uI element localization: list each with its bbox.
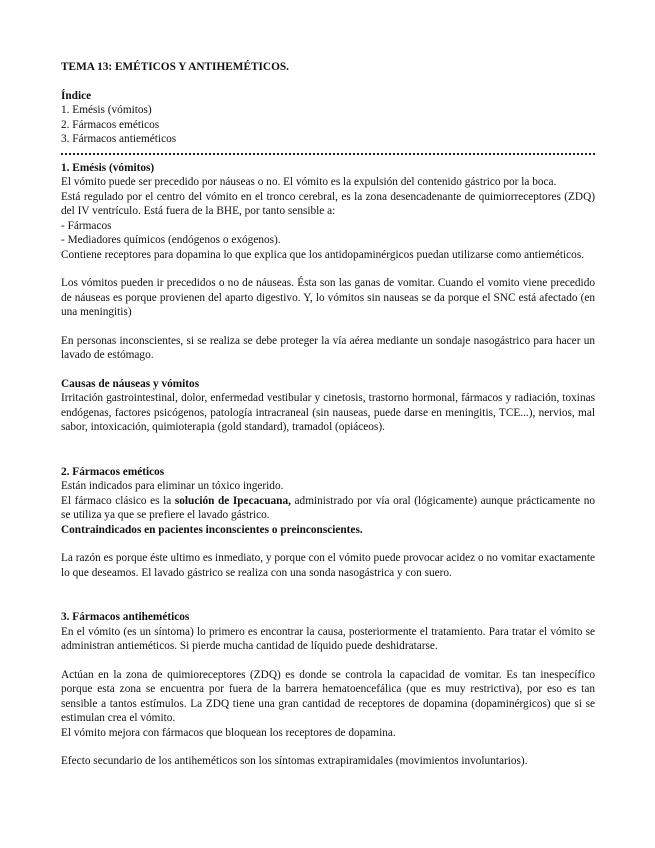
paragraph: Contiene receptores para dopamina lo que explica que los antidopaminérgicos puedan utilizarse como antieméticos.	[61, 248, 585, 261]
paragraph: El vómito puede ser precedido por náuseas o no. El vómito es la expulsión del contenido gástrico por la boca.	[61, 176, 557, 188]
contraindication: Contraindicados en pacientes inconscientes o preinconscientes.	[61, 523, 363, 536]
index-heading: Índice	[61, 89, 92, 102]
paragraph	[61, 494, 595, 523]
index-section	[61, 89, 595, 147]
index-item: 1. Emésis (vómitos)	[61, 104, 152, 116]
subsection-heading: Causas de náuseas y vómitos	[61, 377, 200, 390]
list-item: - Fármacos	[61, 219, 112, 232]
text-run: El fármaco clásico es la	[61, 494, 175, 507]
paragraph: Está regulado por el centro del vómito en el tronco cerebral, es la zona desencadenante de quimiorreceptores (ZDQ) del IV ventrículo. Está fuera de la BHE, por tanto sensible a:	[61, 190, 595, 217]
section-heading: 1. Emésis (vómitos)	[61, 161, 155, 174]
dotted-divider	[61, 153, 595, 155]
index-item: 3. Fármacos antieméticos	[61, 133, 177, 145]
paragraph: Efecto secundario de los antiheméticos son los síntomas extrapiramidales (movimientos involuntarios).	[61, 755, 528, 767]
index-item: 2. Fármacos eméticos	[61, 118, 160, 131]
paragraph: Actúan en la zona de quimioreceptores (ZDQ) es donde se controla la capacidad de vomitar. Es tan inespecífico porque esta zona se encuentra por fuera de la barrera hematoencefálica (que es muy restrictiva), por eso es tan sensible a tantos estímulos. La ZDQ tiene una gran cantidad de receptores de dopamina (dopaminérgicos) que si se estimulan crea el vómito.	[61, 668, 595, 724]
list-item: - Mediadores químicos (endógenos o exógenos).	[61, 234, 281, 246]
section-heading: 2. Fármacos eméticos	[61, 465, 165, 478]
paragraph: En el vómito (es un síntoma) lo primero es encontrar la causa, posteriormente el tratamiento. Para tratar el vómito se administran antieméticos. Si pierde mucha cantidad de líquido puede deshidratarse.	[61, 625, 595, 652]
text-run: administrado por vía oral (lógicamente) aunque prácticamente no se utiliza ya que se prefiere el lavado gástrico.	[61, 494, 595, 521]
paragraph: El vómito mejora con fármacos que bloquean los receptores de dopamina.	[61, 726, 396, 739]
paragraph: En personas inconscientes, si se realiza se debe proteger la vía aérea mediante un sondaje nasogástrico para hacer un lavado de estómago.	[61, 334, 595, 361]
paragraph: Los vómitos pueden ir precedidos o no de náuseas. Ésta son las ganas de vomitar. Cuando el vomito viene precedido de náuseas es porque provienen del aparto digestivo. Y, lo vómitos sin nauseas se da porque el SNC está afectado (en una meningitis)	[61, 277, 595, 318]
paragraph: La razón es porque éste ultimo es inmediato, y porque con el vómito puede provocar acidez o no vomitar exactamente lo que deseamos. El lavado gástrico se realiza con una sonda nasogástrica y con suero.	[61, 552, 595, 579]
section-emesis	[61, 161, 595, 435]
page-title: TEMA 13: EMÉTICOS Y ANTIHEMÉTICOS.	[61, 61, 289, 73]
section-antiemeticos	[61, 610, 595, 769]
paragraph: Están indicados para eliminar un tóxico ingerido.	[61, 480, 284, 492]
section-emeticos	[61, 465, 595, 581]
drug-name: solución de Ipecacuana,	[174, 494, 291, 507]
document-page	[61, 60, 595, 769]
section-heading: 3. Fármacos antiheméticos	[61, 611, 190, 623]
paragraph: Irritación gastrointestinal, dolor, enfermedad vestibular y cinetosis, trastorno hormonal, fármacos y radiación, toxinas endógenas, factores psicógenos, patología intracraneal (sin nauseas, puede darse en meningitis, TCE...), nervios, mal sabor, intoxicación, quimioterapia (gold standard), tramadol (opiáceos).	[61, 392, 595, 433]
